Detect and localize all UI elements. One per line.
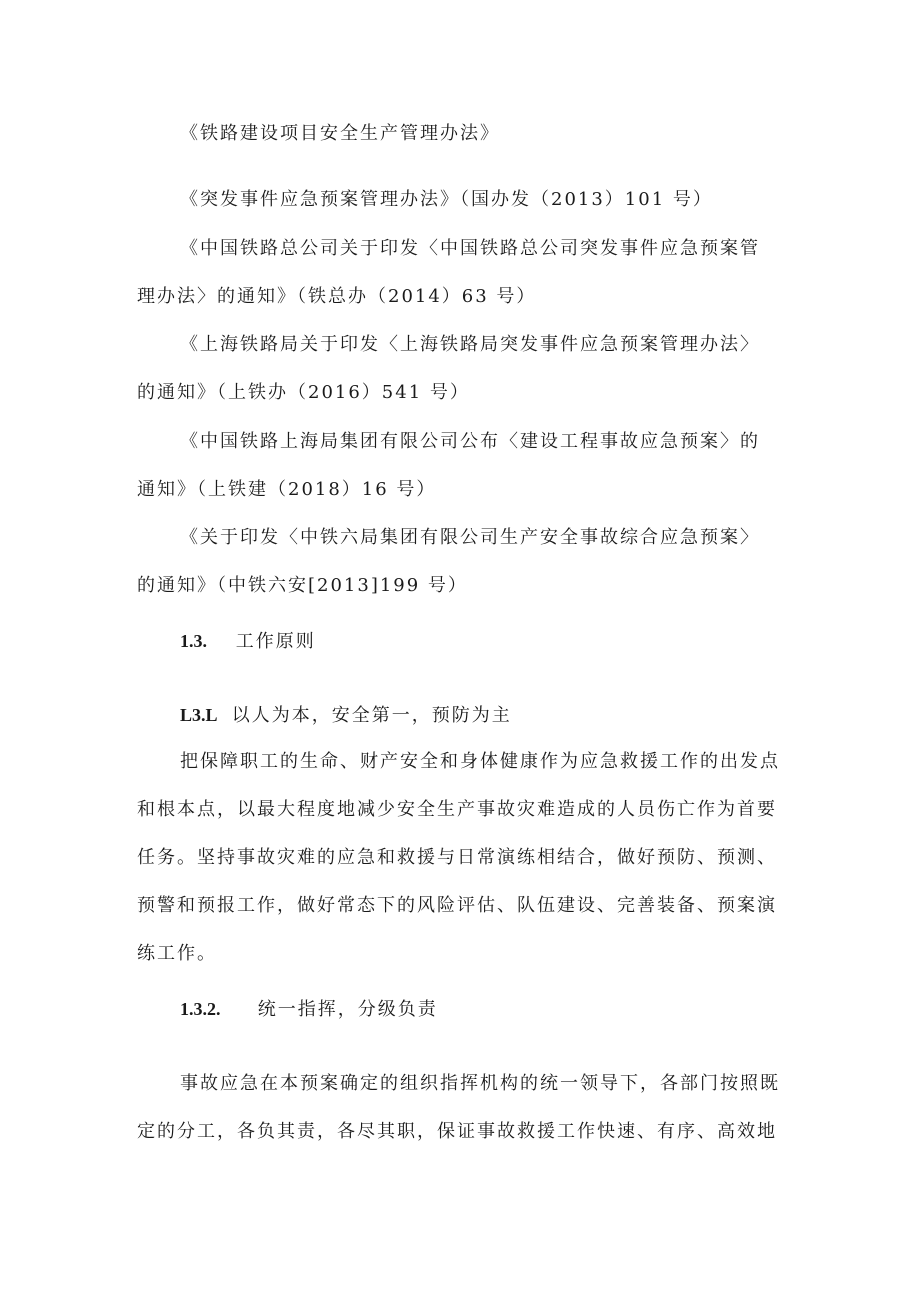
paragraph-line: 事故应急在本预案确定的组织指挥机构的统一领导下，各部门按照既 [180, 1073, 780, 1094]
reference-line: 的通知》（中铁六安[2013]199 号） [137, 575, 468, 596]
reference-line: 《铁路建设项目安全生产管理办法》 [180, 123, 500, 144]
paragraph-line: 任务。坚持事故灾难的应急和救援与日常演练相结合，做好预防、预测、 [137, 847, 777, 868]
reference-line: 《中国铁路总公司关于印发〈中国铁路总公司突发事件应急预案管 [180, 238, 760, 259]
subsection-heading [180, 997, 438, 1022]
subsection-title: 以人为本，安全第一，预防为主 [231, 705, 512, 726]
subsection-heading [180, 703, 512, 728]
subsection-number: 1.3.2. [180, 999, 221, 1019]
section-number: 1.3. [180, 631, 207, 651]
subsection-number: L3.L [180, 705, 218, 725]
paragraph-line: 把保障职工的生命、财产安全和身体健康作为应急救援工作的出发点 [180, 751, 780, 772]
reference-line: 通知》（上铁建（2018）16 号） [137, 479, 437, 500]
reference-line: 《关于印发〈中铁六局集团有限公司生产安全事故综合应急预案〉 [180, 527, 760, 548]
reference-line: 《突发事件应急预案管理办法》（国办发（2013）101 号） [180, 189, 713, 210]
paragraph-line: 和根本点，以最大程度地减少安全生产事故灾难造成的人员伤亡作为首要 [137, 799, 777, 820]
reference-line: 《上海铁路局关于印发〈上海铁路局突发事件应急预案管理办法〉 [180, 334, 760, 355]
reference-line: 理办法〉的通知》（铁总办（2014）63 号） [137, 286, 537, 307]
reference-line: 的通知》（上铁办（2016）541 号） [137, 382, 470, 403]
paragraph-line: 定的分工，各负其责，各尽其职，保证事故救援工作快速、有序、高效地 [137, 1121, 777, 1142]
section-heading [180, 629, 316, 654]
section-title: 工作原则 [235, 631, 316, 652]
paragraph-line: 预警和预报工作，做好常态下的风险评估、队伍建设、完善装备、预案演 [137, 895, 777, 916]
paragraph-line: 练工作。 [137, 943, 217, 964]
subsection-title: 统一指挥，分级负责 [257, 999, 438, 1020]
reference-line: 《中国铁路上海局集团有限公司公布〈建设工程事故应急预案〉的 [180, 431, 760, 452]
